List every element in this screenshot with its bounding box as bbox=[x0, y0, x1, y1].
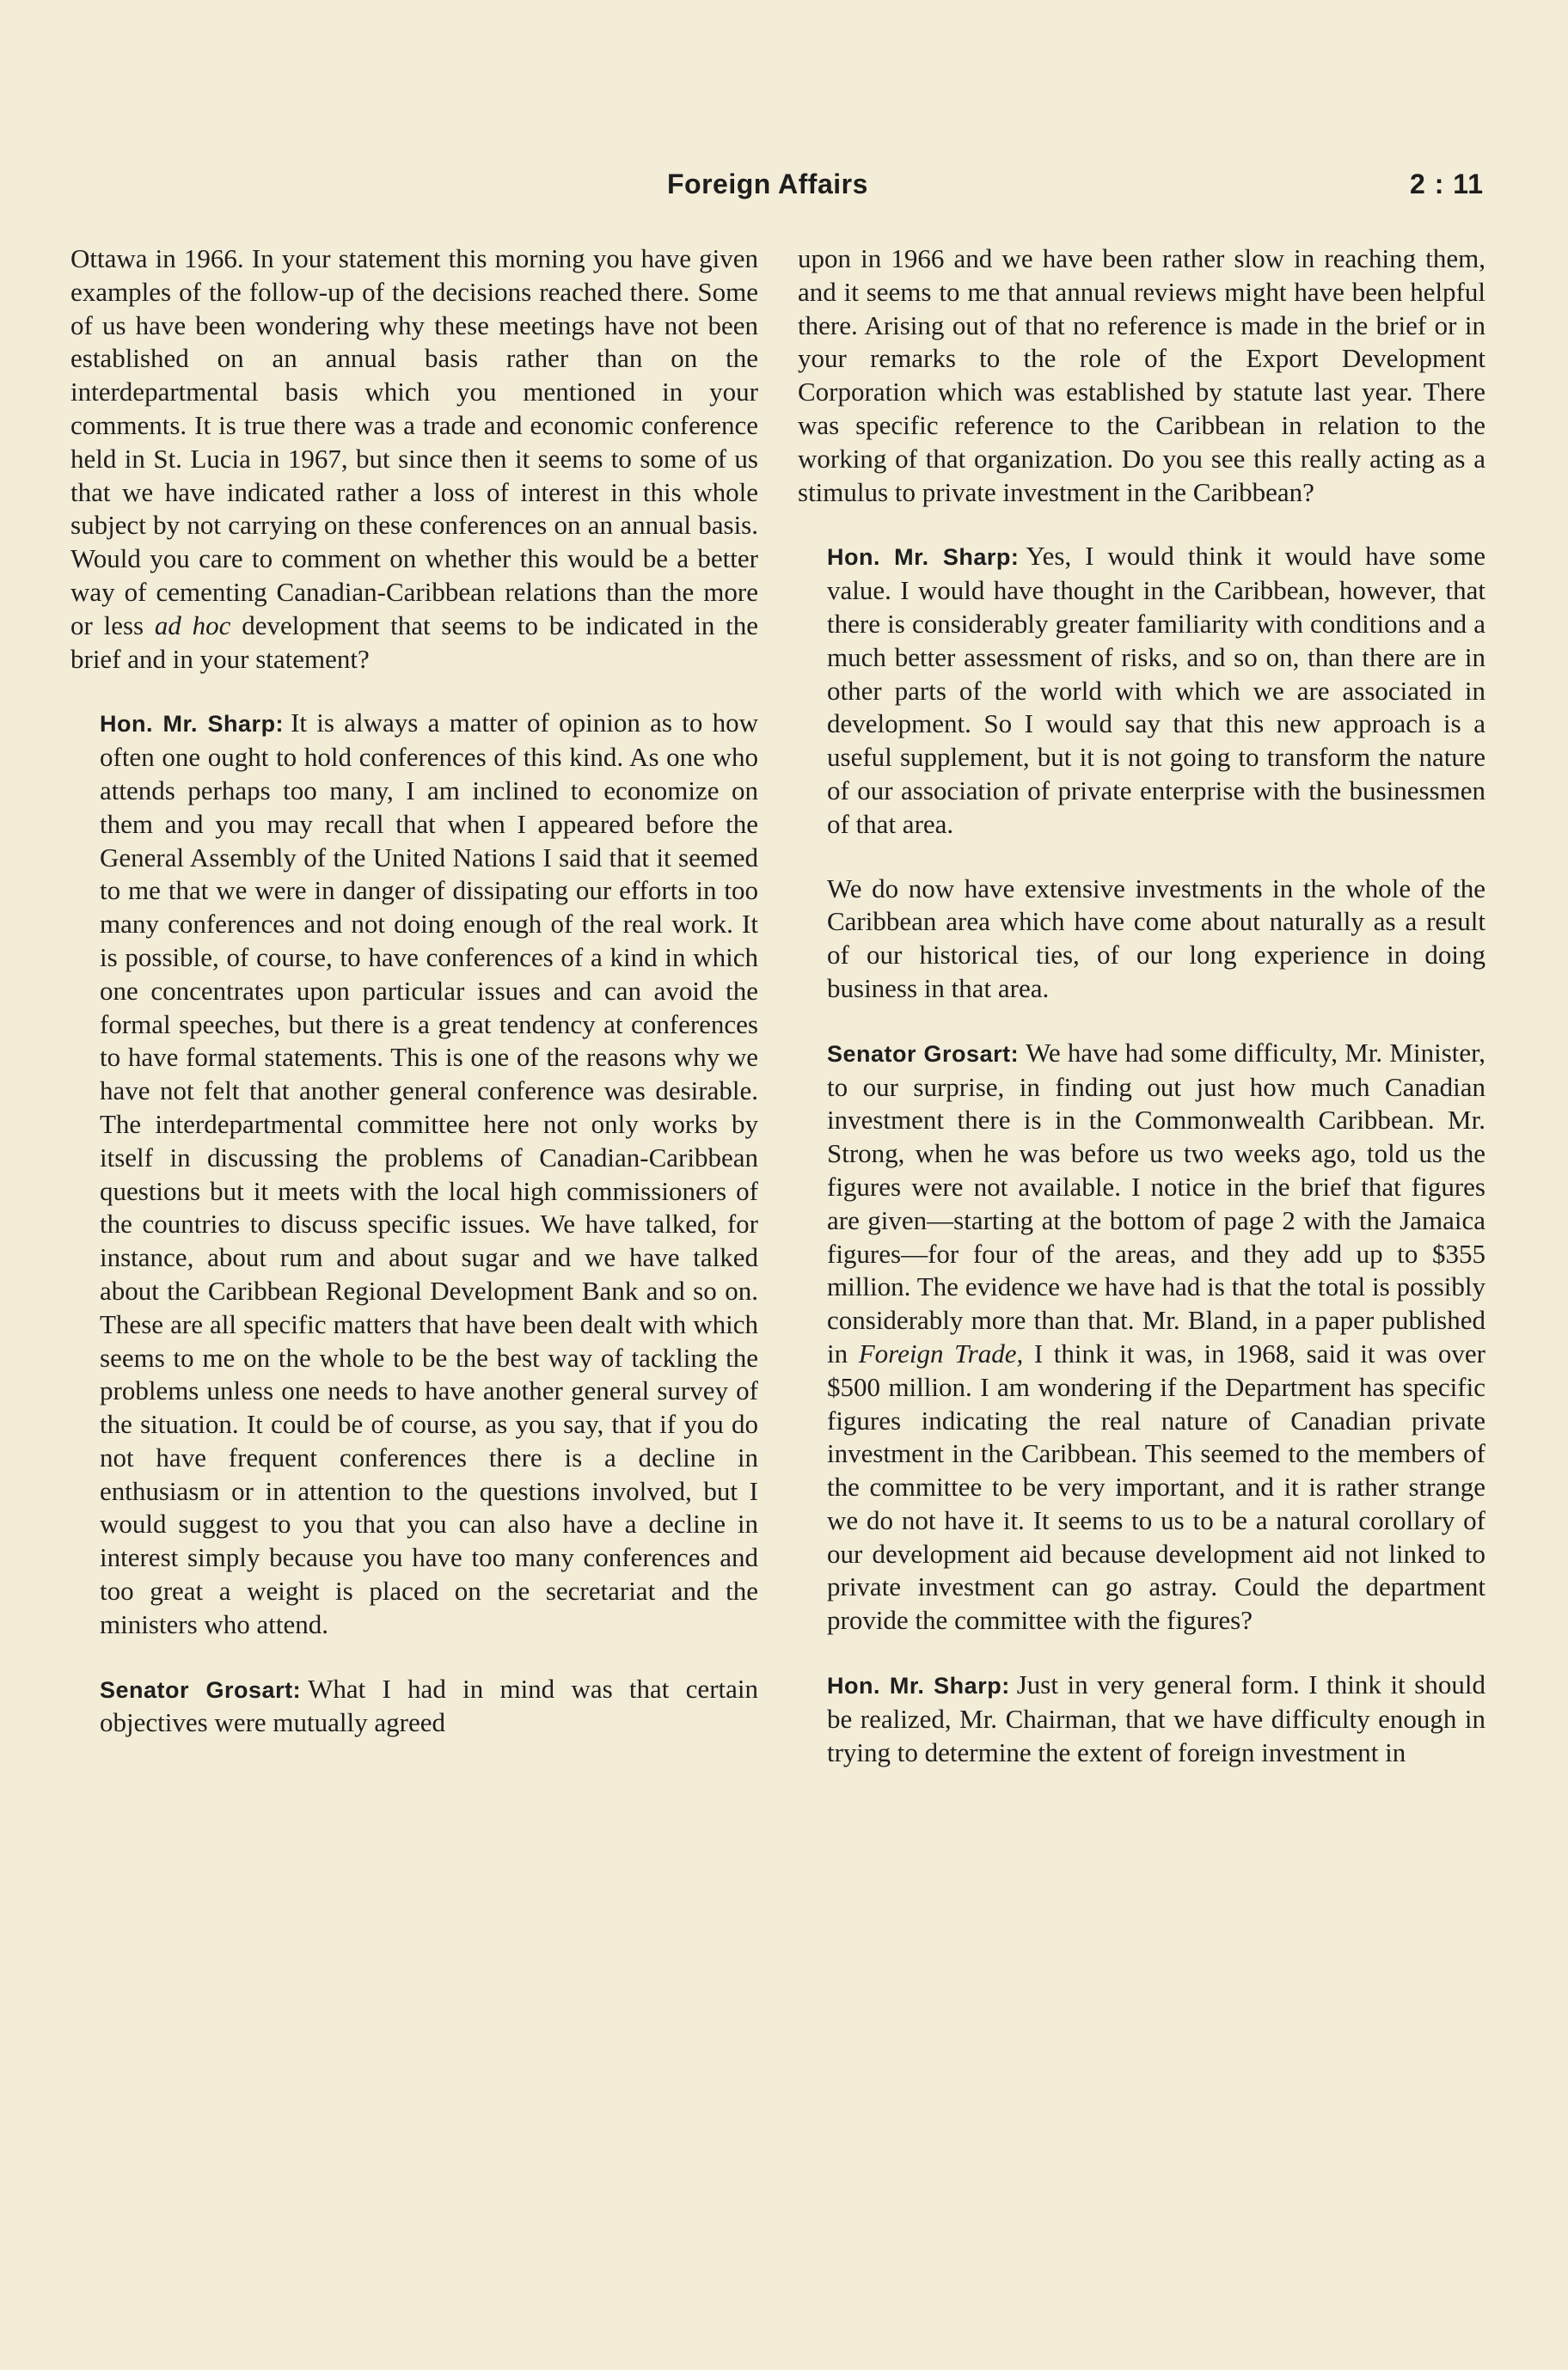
paragraph-grosart-question bbox=[70, 242, 758, 676]
left-column bbox=[70, 242, 758, 1771]
paragraph-grosart-continued bbox=[798, 242, 1485, 509]
speaker-name: Senator Grosart: bbox=[827, 1040, 1020, 1067]
speaker-name: Senator Grosart: bbox=[100, 1676, 302, 1703]
paragraph-text: development that seems to be indicated in the brief and in your statement? bbox=[70, 609, 759, 674]
paragraph-text: What I had in mind was that certain objectives were mutually agreed bbox=[100, 1673, 758, 1738]
paragraph-text: Yes, I would think it would have some value. I would have thought in the Caribbean, however, that there is considerably greater familiarity with conditions and a much better assessment of risks, and so on, than there are in other parts of the world with which we are associated in development. So I would say that this new approach is a useful supplement, but it is not going to transform the nature of our association of private enterprise with the businessmen of that area. bbox=[827, 541, 1485, 839]
paragraph-text: It is always a matter of opinion as to how often one ought to hold conferences of this kind. As one who attends perhaps too many, I am inclined to economize on them and you may recall that when I appeared before the General Assembly of the United Nations I said that it seemed to me that we were in danger of dissipating our efforts in too many conferences and not doing enough of the real work. It is possible, of course, to have conferences of a kind in which one concentrates upon particular issues and can avoid the formal speeches, but there is a great tendency at conferences to have formal statements. This is one of the reasons why we have not felt that another general conference was desirable. The interdepartmental committee here not only works by itself in discussing the problems of Canadian-Caribbean questions but it meets with the local high commissioners of the countries to discuss specific issues. We have talked, for instance, about rum and about sugar and we have talked about the Caribbean Regional Development Bank and so on. These are all specific matters that have been dealt with which seems to me on the whole to be the best way of tackling the problems unless one needs to have another general survey of the situation. It could be of course, as you say, that if you do not have frequent conferences there is a decline in enthusiasm or in attention to the questions involved, but I would suggest to you that you can also have a decline in interest simply because you have too many conferences and too great a weight is placed on the secretariat and the ministers who attend. bbox=[100, 707, 758, 1639]
paragraph-text: Just in very general form. I think it should be realized, Mr. Chairman, that we have difficulty enough in trying to determine the extent of foreign investment in bbox=[827, 1669, 1485, 1767]
paragraph-sharp-reply bbox=[70, 707, 758, 1641]
paragraph-text: We have had some difficulty, Mr. Minister, to our surprise, in finding out just how much Canadian investment there is in the Commonwealth Caribbean. Mr. Strong, when he was before us two weeks ago, told us the figures were not available. I notice in the brief that figures are given—starting at the bottom of page 2 with the Jamaica figures—for four of the areas, and they add up to $355 million. The evidence we have had is that the total is possibly considerably more than that. Mr. Bland, in a paper published in bbox=[827, 1037, 1485, 1369]
paragraph-text: I think it was, in 1968, said it was over $500 million. I am wondering if the Department has specific figures indicating the real nature of Canadian private investment in the Caribbean. This seemed to the members of the committee to be very important, and it is rather strange we do not have it. It seems to us to be a natural corollary of our development aid because development aid not linked to private investment can go astray. Could the department provide the committee with the figures? bbox=[827, 1338, 1485, 1636]
speaker-name: Hon. Mr. Sharp: bbox=[827, 544, 1020, 571]
page-header bbox=[0, 168, 1568, 211]
paragraph-sharp-final bbox=[798, 1669, 1485, 1769]
speaker-name: Hon. Mr. Sharp: bbox=[827, 1673, 1010, 1699]
paragraph-grosart-followup bbox=[70, 1673, 758, 1741]
running-head-title: Foreign Affairs bbox=[667, 168, 868, 199]
paragraph-sharp-continued bbox=[798, 873, 1485, 1006]
right-column bbox=[798, 242, 1485, 1800]
paragraph-text: We do now have extensive investments in the whole of the Caribbean area which have come about naturally as a result of our historical ties, of our long experience in doing business in that area. bbox=[827, 873, 1485, 1003]
speaker-name: Hon. Mr. Sharp: bbox=[100, 711, 285, 738]
page-number: 2 : 11 bbox=[1410, 168, 1485, 199]
italic-phrase: Foreign Trade, bbox=[858, 1338, 1024, 1369]
paragraph-sharp-reply bbox=[798, 540, 1485, 841]
italic-phrase: ad hoc bbox=[154, 609, 231, 640]
paragraph-text: upon in 1966 and we have been rather slow in reaching them, and it seems to me that annual reviews might have been helpful there. Arising out of that no reference is made in the brief or in your remarks to the role of the Export Development Corporation which was established by statute last year. There was specific reference to the Caribbean in relation to the working of that organization. Do you see this really acting as a stimulus to private investment in the Caribbean? bbox=[798, 243, 1485, 507]
paragraph-grosart-investment bbox=[798, 1037, 1485, 1638]
paragraph-text: Ottawa in 1966. In your statement this morning you have given examples of the follow-up of the decisions reached there. Some of us have been wondering why these meetings have not been established on an annual basis rather than on the interdepartmental basis which you mentioned in your comments. It is true there was a trade and economic conference held in St. Lucia in 1967, but since then it seems to some of us that we have indicated rather a loss of interest in this whole subject by not carrying on these conferences on an annual basis. Would you care to comment on whether this would be a better way of cementing Canadian-Caribbean relations than the more or less bbox=[70, 243, 758, 640]
